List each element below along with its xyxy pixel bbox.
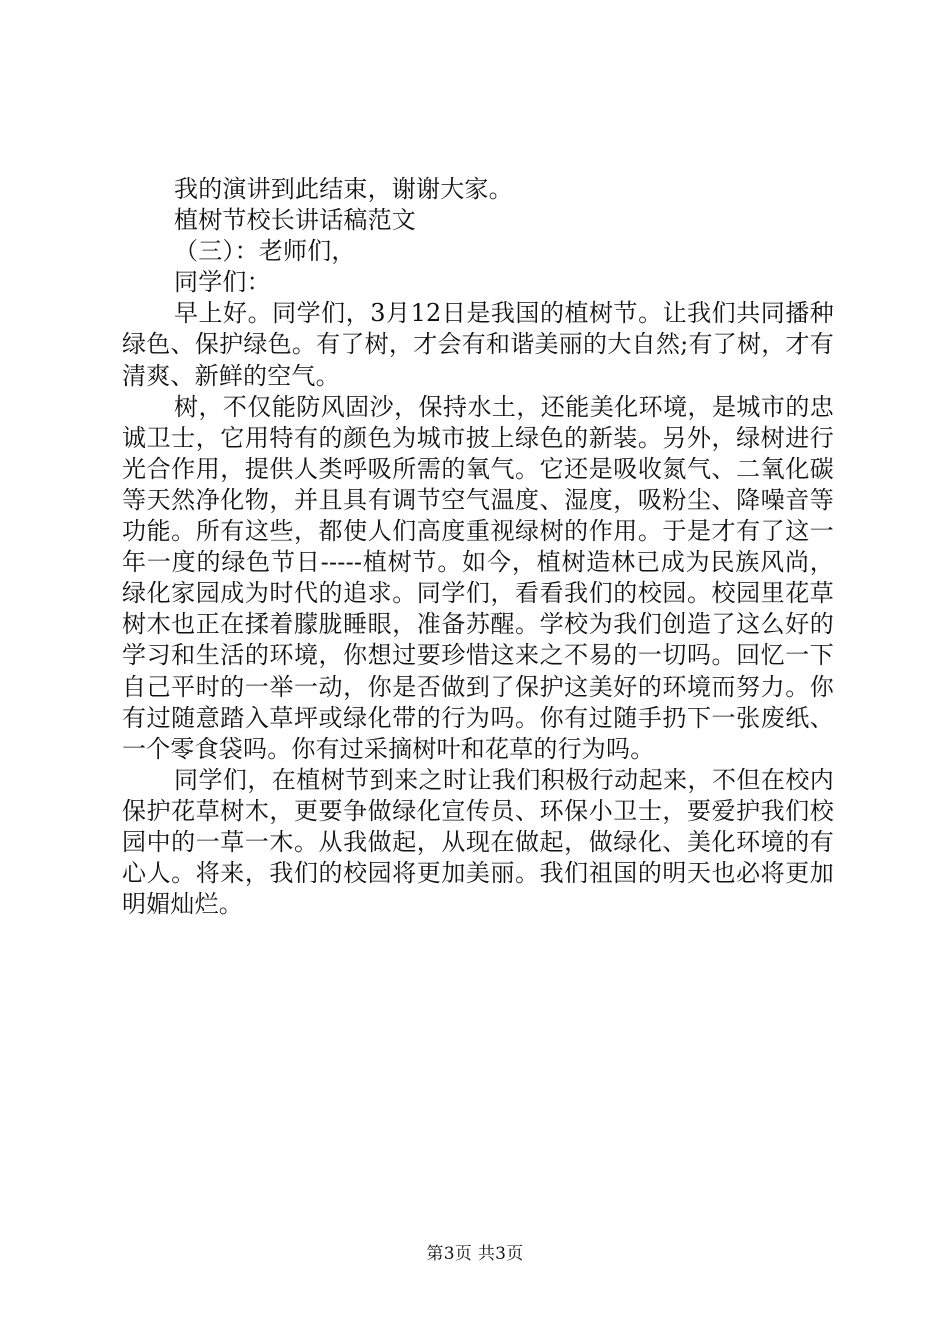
paragraph-call-to-action: 同学们，在植树节到来之时让我们积极行动起来，不但在校内保护花草树木，更要争做绿化宣传员、环保小卫士，要爱护我们校园中的一草一木。从我做起，从现在做起，做绿化、美化环境的有心人。将来，我们的校园将更加美丽。我们祖国的明天也必将更加明媚灿烂。	[122, 765, 834, 919]
page-footer: 第3页 共3页	[426, 1244, 524, 1264]
salutation: 同学们：	[174, 268, 271, 297]
closing-line: 我的演讲到此结束，谢谢大家。	[174, 175, 513, 203]
paragraph-intro: 早上好。同学们，3月12日是我国的植树节。让我们共同播种绿色、保护绿色。有了树，才会有和谐美丽的大自然;有了树，才有清爽、新鲜的空气。	[122, 299, 834, 390]
paragraph-trees: 树，不仅能防风固沙，保持水土，还能美化环境，是城市的忠诚卫士，它用特有的颜色为城市披上绿色的新装。另外，绿树进行光合作用，提供人类呼吸所需的氧气。它还是吸收氮气、二氧化碳等天然净化物，并且具有调节空气温度、湿度，吸粉尘、降噪音等功能。所有这些，都使人们高度重视绿树的作用。于是才有了这一年一度的绿色节日-----植树节。如今，植树造林已成为民族风尚，绿化家园成为时代的追求。同学们，看看我们的校园。校园里花草树木也正在揉着朦胧睡眼，准备苏醒。学校为我们创造了这么好的学习和生活的环境，你想过要珍惜这来之不易的一切吗。回忆一下自己平时的一举一动，你是否做到了保护这美好的环境而努力。你有过随意踏入草坪或绿化带的行为吗。你有过随手扔下一张废纸、一个零食袋吗。你有过采摘树叶和花草的行为吗。	[122, 392, 834, 763]
document-body	[122, 174, 834, 920]
section-title: 植树节校长讲话稿范文	[174, 206, 416, 235]
section-subtitle: （三）：老师们，	[174, 237, 356, 266]
